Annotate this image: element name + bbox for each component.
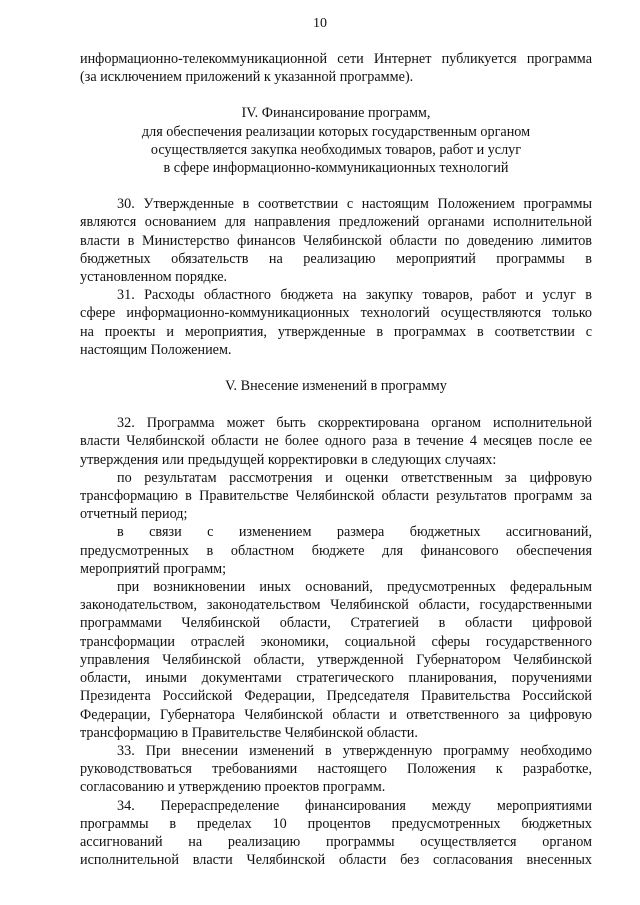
text-line: на проекты и мероприятия, утвержденные в программах в соответствии с xyxy=(80,323,592,340)
text-line: являются основанием для направления предложений органами исполнительной xyxy=(80,214,592,231)
paragraph-30 xyxy=(80,195,592,286)
heading-line: IV. Финансирование программ, xyxy=(241,105,431,122)
heading-line: в сфере информационно-коммуникационных технологий xyxy=(163,160,509,177)
section-4-heading xyxy=(80,104,592,177)
case-3 xyxy=(80,578,592,742)
text-line: законодательством, законодательством Челябинской области, государственными xyxy=(80,597,592,614)
page-number: 10 xyxy=(313,16,327,31)
text-line: программы в пределах 10 процентов предусмотренных бюджетных xyxy=(80,815,592,832)
text-line: предусмотренных в областном бюджете для финансового обеспечения xyxy=(80,542,592,559)
text-line: власти в Министерство финансов Челябинской области по доведению лимитов xyxy=(80,232,592,249)
text-line: настоящим Положением. xyxy=(80,341,232,358)
text-line: ассигнований на реализацию программы осуществляется органом xyxy=(80,833,592,850)
paragraph-33 xyxy=(80,742,592,797)
case-1 xyxy=(80,469,592,524)
text-line: 33. При внесении изменений в утвержденную программу необходимо xyxy=(117,742,592,759)
text-line: в связи с изменением размера бюджетных ассигнований, xyxy=(117,524,592,541)
text-line: трансформацию в Правительстве Челябинской области результатов программ за xyxy=(80,488,592,505)
paragraph-31 xyxy=(80,286,592,359)
text-line: при возникновении иных оснований, предусмотренных федеральным xyxy=(117,579,592,596)
text-line: информационно-телекоммуникационной сети Интернет публикуется программа xyxy=(80,51,592,67)
text-line: области, иными документами стратегического планирования, поручениями xyxy=(80,670,592,687)
text-line: трансформацию в Правительстве Челябинской области. xyxy=(80,724,418,741)
paragraph-32 xyxy=(80,414,592,469)
text-line: исполнительной власти Челябинской области без согласования внесенных xyxy=(80,852,592,869)
heading-line: для обеспечения реализации которых государственным органом xyxy=(141,123,531,140)
text-line: установленном порядке. xyxy=(80,269,228,286)
text-line: согласованию и утверждению проектов программ. xyxy=(80,779,386,796)
text-line: 31. Расходы областного бюджета на закупку товаров, работ и услуг в xyxy=(117,287,592,304)
text-line: 30. Утвержденные в соответствии с настоящим Положением программы xyxy=(117,196,592,213)
text-line: руководствоваться требованиями настоящего Положения к разработке, xyxy=(80,761,592,778)
text-line: Федерации, Губернатора Челябинской области и ответственного за цифровую xyxy=(80,706,592,723)
paragraph-34 xyxy=(80,797,592,870)
heading-line: V. Внесение изменений в программу xyxy=(225,378,447,395)
text-line: утверждения или предыдущей корректировки в следующих случаях: xyxy=(80,451,497,468)
text-line: 34. Перераспределение финансирования между мероприятиями xyxy=(117,797,592,814)
heading-line: осуществляется закупка необходимых товаров, работ и услуг xyxy=(150,141,522,158)
text-line: мероприятий программ; xyxy=(80,560,227,577)
text-line: отчетный период; xyxy=(80,506,188,523)
text-line: Президента Российской Федерации, Председателя Правительства Российской xyxy=(80,688,592,705)
section-5-heading xyxy=(80,377,592,395)
text-line: сфере информационно-коммуникационных технологий осуществляются только xyxy=(80,305,592,322)
case-2 xyxy=(80,523,592,578)
text-line: управления Челябинской области, утвержденной Губернатором Челябинской xyxy=(80,651,592,668)
text-line: трансформации отраслей экономики, социальной сферы государственного xyxy=(80,633,592,650)
text-line: бюджетных обязательств на реализацию мероприятий программы в xyxy=(80,250,592,267)
text-line: программами Челябинской области, Стратегией в области цифровой xyxy=(80,615,592,632)
intro-paragraph xyxy=(80,50,592,86)
document-body xyxy=(80,50,592,869)
text-line: 32. Программа может быть скорректирована органом исполнительной xyxy=(117,415,592,432)
text-line: власти Челябинской области не более одного раза в течение 4 месяцев после ее xyxy=(80,433,592,450)
text-line: по результатам рассмотрения и оценки ответственным за цифровую xyxy=(117,469,592,486)
text-line: (за исключением приложений к указанной программе). xyxy=(80,69,414,86)
